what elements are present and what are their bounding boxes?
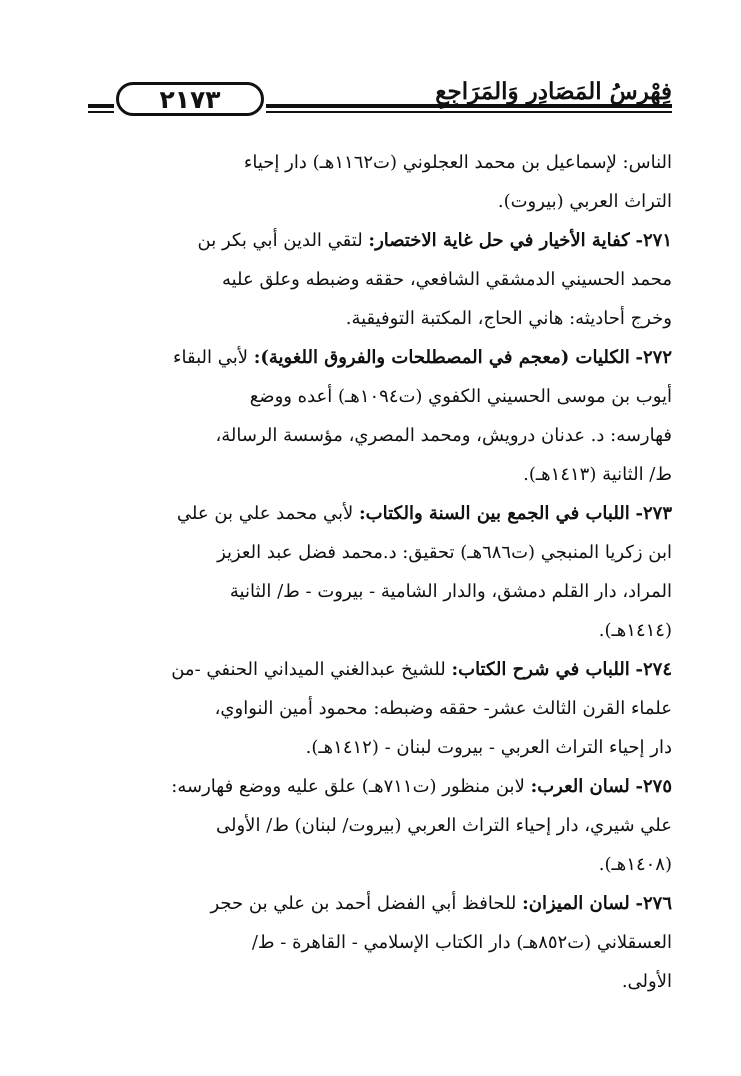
entry-number: ٢٧٤-	[635, 659, 672, 680]
entry-line: ط/ الثانية (١٤١٣هـ).	[523, 464, 672, 485]
entry-line: للحافظ أبي الفضل أحمد بن علي بن حجر	[210, 893, 517, 914]
page-number: ٢١٧٣	[159, 84, 221, 114]
entry-number: ٢٧٦-	[635, 893, 672, 914]
page-number-badge	[116, 82, 264, 116]
entry-line: دار إحياء التراث العربي - بيروت لبنان - (١٤١٢هـ).	[305, 737, 672, 758]
bibliography-entry-275	[88, 767, 672, 884]
entry-line: الناس: لإسماعيل بن محمد العجلوني (ت١١٦٢هـ) دار إحياء	[243, 152, 672, 173]
entry-line: ابن زكريا المنبجي (ت٦٨٦هـ) تحقيق: د.محمد فضل عبد العزيز	[217, 542, 672, 563]
bibliography-entry-274	[88, 650, 672, 767]
entry-number: ٢٧٣-	[635, 503, 672, 524]
entry-line: فهارسه: د. عدنان درويش، ومحمد المصري، مؤسسة الرسالة،	[215, 425, 672, 446]
entry-line: للشيخ عبدالغني الميداني الحنفي -من	[171, 659, 446, 680]
entry-line: الأولى.	[621, 971, 672, 992]
bibliography-entry-continued	[88, 143, 672, 221]
entry-line: محمد الحسيني الدمشقي الشافعي، حققه وضبطه وعلق عليه	[221, 269, 672, 290]
entry-title: لسان الميزان:	[522, 893, 630, 914]
entry-line: لأبي البقاء	[173, 347, 248, 368]
bibliography-list	[88, 143, 672, 1001]
entry-line: لأبي محمد علي بن علي	[176, 503, 354, 524]
entry-number: ٢٧٢-	[635, 347, 672, 368]
page-header	[88, 60, 672, 124]
entry-line: (١٤٠٨هـ).	[598, 854, 672, 875]
bibliography-entry-272	[88, 338, 672, 494]
bibliography-entry-271	[88, 221, 672, 338]
entry-title: اللباب في شرح الكتاب:	[451, 659, 630, 680]
entry-line: المراد، دار القلم دمشق، والدار الشامية - بيروت - ط/ الثانية	[229, 581, 672, 602]
entry-line: علماء القرن الثالث عشر- حققه وضبطه: محمود أمين النواوي،	[214, 698, 672, 719]
running-header-title: فِهْرِسُ المَصَادِرِ وَالمَرَاجِعِ	[435, 78, 672, 105]
entry-title: الكليات (معجم في المصطلحات والفروق اللغوية):	[253, 347, 630, 368]
bibliography-entry-273	[88, 494, 672, 650]
entry-line: أيوب بن موسى الحسيني الكفوي (ت١٠٩٤هـ) أعده ووضع	[249, 386, 672, 407]
entry-line: علي شيري، دار إحياء التراث العربي (بيروت/ لبنان) ط/ الأولى	[216, 815, 672, 836]
entry-number: ٢٧١-	[635, 230, 672, 251]
entry-title: اللباب في الجمع بين السنة والكتاب:	[359, 503, 630, 524]
entry-line: وخرج أحاديثه: هاني الحاج، المكتبة التوفيقية.	[345, 308, 672, 329]
entry-line: لابن منظور (ت٧١١هـ) علق عليه ووضع فهارسه:	[171, 776, 525, 797]
entry-number: ٢٧٥-	[635, 776, 672, 797]
bibliography-entry-276	[88, 884, 672, 1001]
entry-line: لتقي الدين أبي بكر بن	[197, 230, 363, 251]
entry-line: العسقلاني (ت٨٥٢هـ) دار الكتاب الإسلامي - القاهرة - ط/	[251, 932, 672, 953]
entry-line: (١٤١٤هـ).	[598, 620, 672, 641]
entry-line: التراث العربي (بيروت).	[497, 191, 672, 212]
entry-title: كفاية الأخيار في حل غاية الاختصار:	[368, 230, 630, 251]
entry-title: لسان العرب:	[530, 776, 630, 797]
